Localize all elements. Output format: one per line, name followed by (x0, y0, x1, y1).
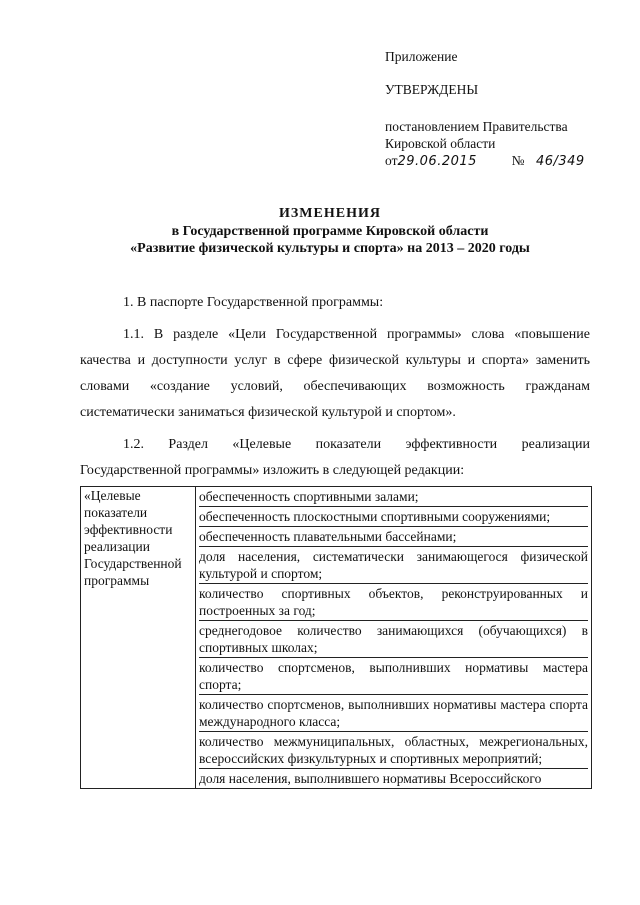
title-line-2: в Государственной программе Кировской области (171, 224, 489, 239)
table-row (81, 487, 592, 789)
indicators-header-cell: «Целевые показатели эффективности реализации Государственной программы (81, 487, 196, 789)
document-title (60, 205, 600, 257)
paragraph-1: 1. В паспорте Государственной программы: (123, 295, 384, 310)
indicator-item: количество спортсменов, выполнивших нормативы мастера спорта международного класса; (199, 695, 588, 732)
annex-label: Приложение (385, 49, 458, 64)
title-line-1: ИЗМЕНЕНИЯ (279, 206, 381, 221)
date-prefix: от (385, 153, 398, 168)
indicator-item: количество спортивных объектов, реконструированных и построенных за год; (199, 584, 588, 621)
decree-line-2: Кировской области (385, 136, 496, 151)
paragraph-1-1: 1.1. В разделе «Цели Государственной программы» слова «повышение качества и доступности услуг в сфере физической культуры и спорта» заменить словами «создание условий, обеспечивающих возможность гражданам систематически заниматься физической культурой и спортом». (80, 327, 590, 420)
indicator-item: количество межмуниципальных, областных, межрегиональных, всероссийских физкультурных и спортивных мероприятий; (199, 732, 588, 769)
indicator-item: среднегодовое количество занимающихся (обучающихся) в спортивных школах; (199, 621, 588, 658)
title-line-3: «Развитие физической культуры и спорта» на 2013 – 2020 годы (130, 241, 530, 256)
indicator-item: обеспеченность плоскостными спортивными сооружениями; (199, 507, 588, 527)
decree-date-number (385, 152, 625, 170)
indicator-item: доля населения, систематически занимающегося физической культурой и спортом; (199, 547, 588, 584)
number-value: 46/349 (535, 154, 585, 169)
indicators-list-cell (196, 487, 592, 789)
document-body (80, 290, 590, 484)
indicator-item: обеспеченность спортивными залами; (199, 487, 588, 507)
date-value: 29.06.2015 (397, 154, 477, 169)
indicator-item: доля населения, выполнившего нормативы Всероссийского (199, 771, 542, 786)
decree-line-1: постановлением Правительства (385, 119, 568, 134)
indicator-item: обеспеченность плавательными бассейнами; (199, 527, 588, 547)
number-prefix: № (511, 153, 525, 168)
approval-block (385, 48, 625, 170)
target-indicators-table (80, 486, 592, 789)
paragraph-1-2: 1.2. Раздел «Целевые показатели эффективности реализации Государственной программы» изложить в следующей редакции: (80, 437, 590, 478)
indicator-item: количество спортсменов, выполнивших нормативы мастера спорта; (199, 658, 588, 695)
approved-label: УТВЕРЖДЕНЫ (385, 82, 479, 97)
